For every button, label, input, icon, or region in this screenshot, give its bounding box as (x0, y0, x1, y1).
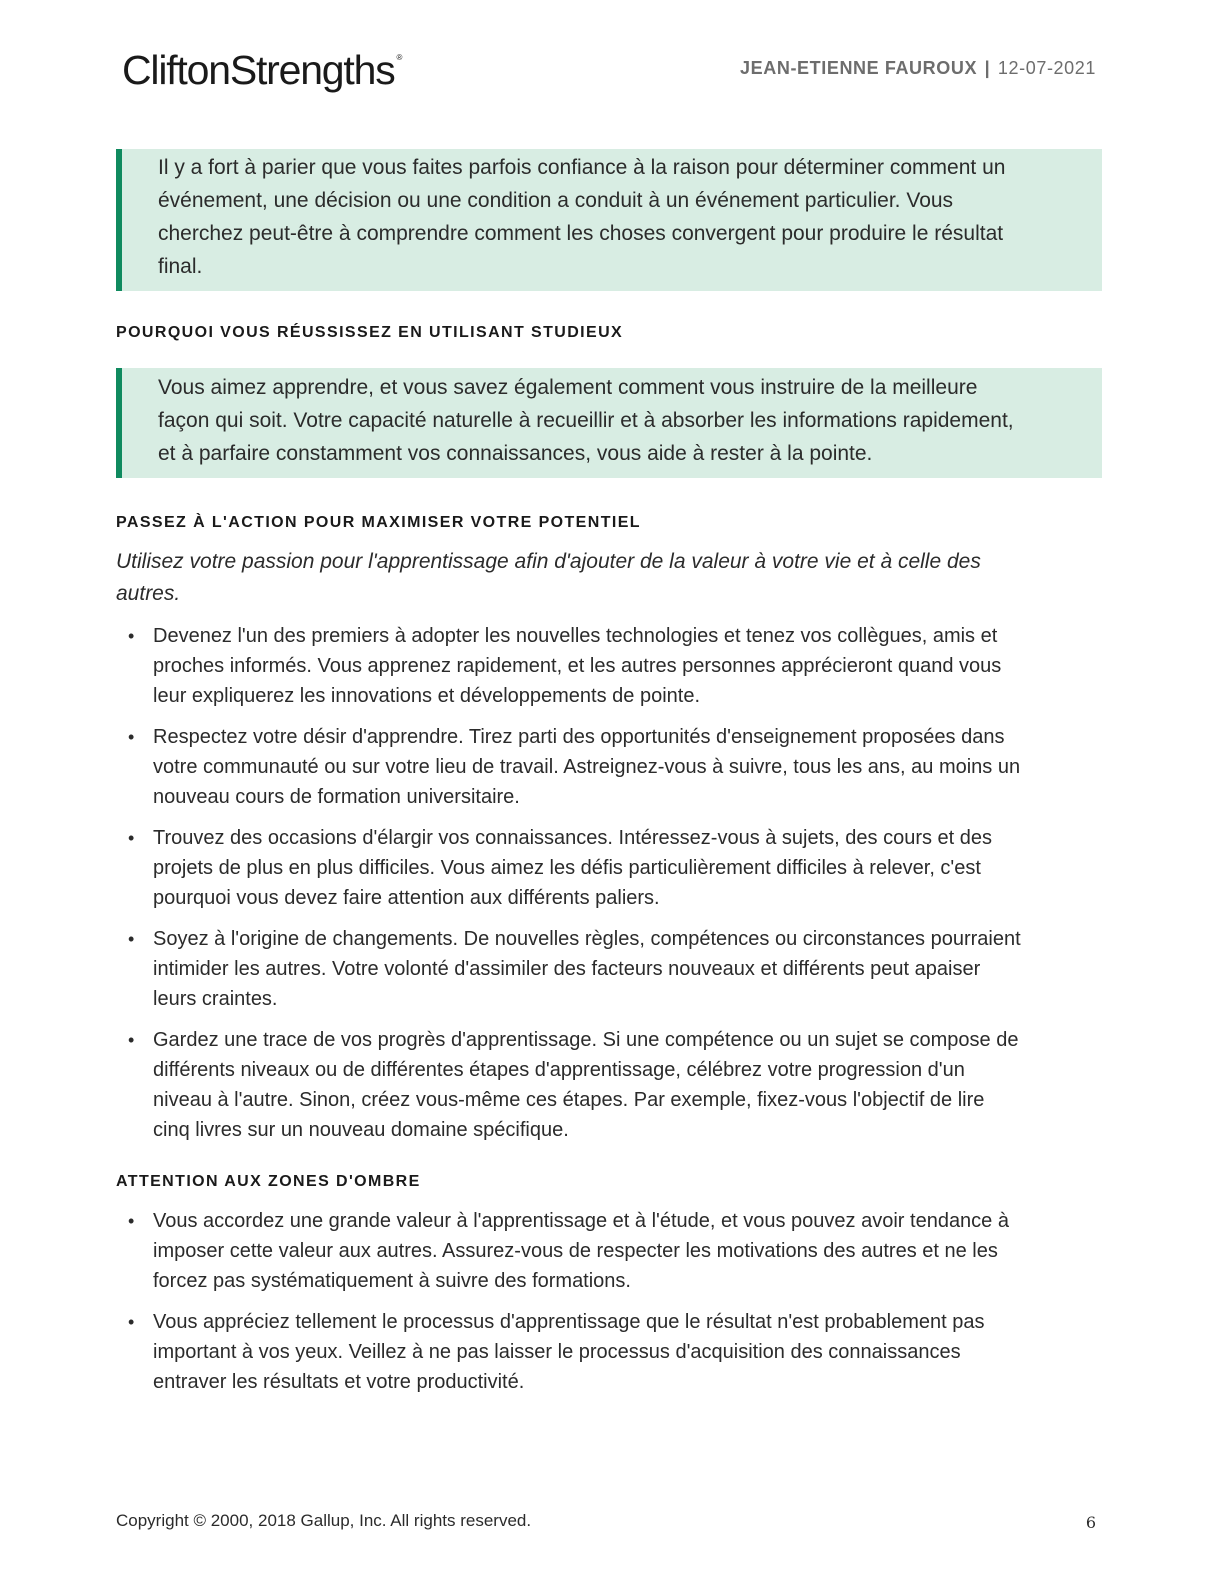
bullet-icon: • (128, 1312, 135, 1332)
list-item: • Respectez votre désir d'apprendre. Tirez parti des opportunités d'enseignement proposées dans votre communauté ou sur votre lieu de travail. Astreignez-vous à suivre, tous les ans, au moins un nouveau cours de formation universitaire. (116, 722, 1026, 812)
bullet-icon: • (128, 626, 135, 646)
take-action-heading: PASSEZ À L'ACTION POUR MAXIMISER VOTRE POTENTIEL (116, 514, 641, 531)
list-item: • Trouvez des occasions d'élargir vos connaissances. Intéressez-vous à sujets, des cours et des projets de plus en plus difficiles. Vous aimez les défis particulièrement difficiles à relever, c'est pourquoi vous devez faire attention aux différents paliers. (116, 823, 1026, 913)
header-separator: | (984, 58, 991, 78)
blind-spots-list (116, 1206, 1026, 1408)
list-item: • Devenez l'un des premiers à adopter les nouvelles technologies et tenez vos collègues, amis et proches informés. Vous apprenez rapidement, et les autres personnes apprécieront quand vous leur expliquerez les innovations et développements de pointe. (116, 621, 1026, 711)
bullet-icon: • (128, 1211, 135, 1231)
callout-text: Il y a fort à parier que vous faites parfois confiance à la raison pour déterminer comment un événement, une décision ou une condition a conduit à un événement particulier. Vous cherchez peut-être à comprendre comment les choses convergent pour produire le résultat final. (158, 156, 1006, 278)
why-you-succeed-callout (116, 368, 1102, 478)
callout-text: Vous aimez apprendre, et vous savez également comment vous instruire de la meilleure façon qui soit. Votre capacité naturelle à recueillir et à absorber les informations rapidement, et à parfaire constamment vos connaissances, vous aide à rester à la pointe. (158, 376, 1014, 465)
bullet-icon: • (128, 828, 135, 848)
list-item: • Gardez une trace de vos progrès d'apprentissage. Si une compétence ou un sujet se compose de différents niveaux ou de différentes étapes d'apprentissage, célébrez votre progression d'un niveau à l'autre. Sinon, créez vous-même ces étapes. Par exemple, fixez-vous l'objectif de lire cinq livres sur un nouveau domaine spécifique. (116, 1025, 1026, 1145)
clifton-strengths-logo (122, 47, 402, 93)
list-item: • Vous appréciez tellement le processus d'apprentissage que le résultat n'est probablement pas important à vos yeux. Veillez à ne pas laisser le processus d'acquisition des connaissances entraver les résultats et votre productivité. (116, 1307, 1026, 1397)
page-number: 6 (1085, 1513, 1096, 1532)
report-owner-and-date (740, 58, 1096, 79)
report-date: 12-07-2021 (997, 58, 1096, 78)
bullet-icon: • (128, 1030, 135, 1050)
theme-insight-callout (116, 149, 1102, 291)
list-item: • Vous accordez une grande valeur à l'apprentissage et à l'étude, et vous pouvez avoir tendance à imposer cette valeur aux autres. Assurez-vous de respecter les motivations des autres et ne les forcez pas systématiquement à suivre des formations. (116, 1206, 1026, 1296)
take-action-intro: Utilisez votre passion pour l'apprentissage afin d'ajouter de la valeur à votre vie et à celle des autres. (116, 550, 981, 605)
why-you-succeed-heading: POURQUOI VOUS RÉUSSISSEZ EN UTILISANT STUDIEUX (116, 324, 624, 341)
person-name: JEAN-ETIENNE FAUROUX (740, 58, 978, 78)
bullet-icon: • (128, 727, 135, 747)
action-items-list (116, 621, 1026, 1156)
copyright-notice: Copyright © 2000, 2018 Gallup, Inc. All rights reserved. (116, 1511, 532, 1530)
list-item: • Soyez à l'origine de changements. De nouvelles règles, compétences ou circonstances pourraient intimider les autres. Votre volonté d'assimiler des facteurs nouveaux et différents peut apaiser leurs craintes. (116, 924, 1026, 1014)
logo-text: CliftonStrengths (122, 47, 395, 93)
registered-mark: ® (396, 53, 402, 62)
blind-spots-heading: ATTENTION AUX ZONES D'OMBRE (116, 1173, 421, 1190)
bullet-icon: • (128, 929, 135, 949)
